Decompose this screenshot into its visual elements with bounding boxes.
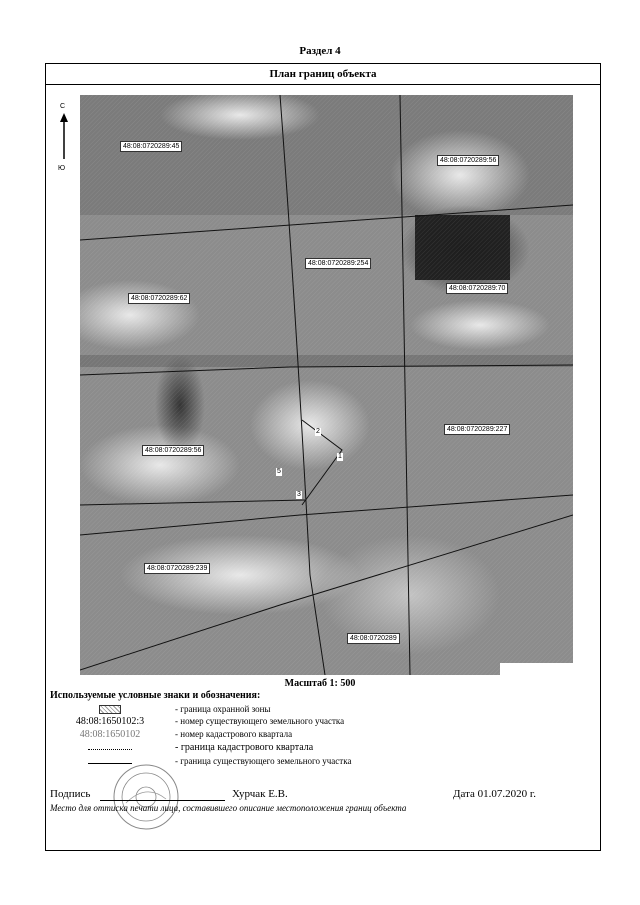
section-title: Раздел 4 (299, 45, 341, 57)
legend-desc: - номер кадастрового квартала (175, 729, 293, 739)
point-label: 1 (338, 453, 342, 460)
legend-desc: - граница охранной зоны (175, 704, 271, 714)
point-label: 2 (316, 428, 320, 435)
signature-label: Подпись (50, 788, 91, 800)
legend-desc: - номер существующего земельного участка (175, 716, 345, 726)
parcel-label: 48:08:0720289:254 (305, 258, 371, 269)
dotted-line-symbol (50, 742, 170, 753)
north-arrow (57, 103, 71, 178)
parcel-label: 48:08:0720289 (347, 633, 400, 644)
legend-title: Используемые условные знаки и обозначения: (50, 690, 261, 701)
legend-symbol-text: 48:08:1650102 (79, 729, 141, 740)
parcel-label: 48:08:0720289:56 (142, 445, 204, 456)
legend-desc: - граница кадастрового квартала (175, 742, 314, 753)
legend-desc: - граница существующего земельного участка (175, 756, 352, 766)
parcel-label: 48:08:0720289:239 (144, 563, 210, 574)
point-label: 5 (277, 468, 281, 475)
point-label: 3 (297, 491, 301, 498)
document-date: Дата 01.07.2020 г. (453, 788, 536, 800)
parcel-label: 48:08:0720289:227 (444, 424, 510, 435)
parcel-label: 48:08:0720289:56 (437, 155, 499, 166)
signature-line (100, 800, 225, 801)
scale-label: Масштаб 1: 500 (284, 678, 356, 689)
zone-boundary-symbol (50, 704, 170, 715)
north-label: С (60, 103, 66, 110)
parcel-label: 48:08:0720289:62 (128, 293, 190, 304)
parcel-label: 48:08:0720289:45 (120, 141, 182, 152)
parcel-label: 48:08:0720289:70 (446, 283, 508, 294)
stamp-note: Место для оттиска печати лица, составившего описание местоположения границ объекта (50, 803, 407, 813)
south-label: Ю (58, 165, 66, 172)
legend-symbol-text: 48:08:1650102:3 (75, 716, 145, 727)
map-graphics (80, 95, 573, 675)
signer-name: Хурчак Е.В. (232, 788, 288, 800)
aerial-map (80, 95, 573, 675)
seal-stamp (112, 763, 180, 831)
north-arrow-icon (57, 113, 71, 163)
frame-title: План границ объекта (46, 64, 600, 85)
